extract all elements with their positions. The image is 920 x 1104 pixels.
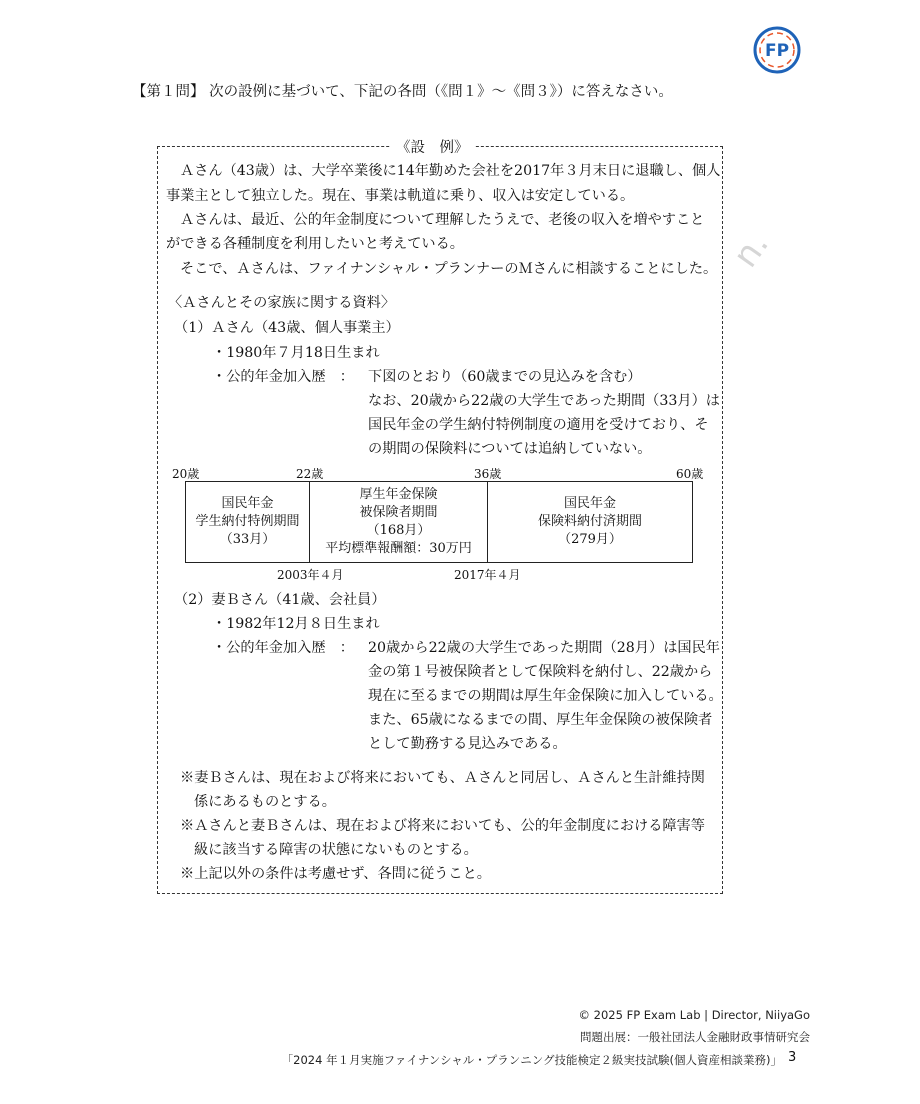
note-line: 係にあるものとする。 [194,794,336,810]
segment-text: 学生納付特例期間 [195,514,300,529]
person-a-birth: ・1980年７月18日生まれ [212,345,380,361]
segment-text: 厚生年金保険 [359,487,438,502]
intro-line: ができる各種制度を利用したいと考えている。 [166,236,464,252]
person-a-pension-text: の期間の保険料については追納していない。 [368,441,652,457]
footer-copyright: © 2025 FP Exam Lab | Director, NiiyaGo [578,1008,810,1022]
segment-text: 平均標準報酬額：30万円 [325,541,472,556]
segment-text: 被保険者期間 [359,505,438,520]
intro-line: そこで、Ａさんは、ファイナンシャル・プランナーのＭさんに相談することにした。 [180,261,718,277]
date-label: 2017年４月 [454,568,521,582]
person-b-pension-text: として勤務する見込みである。 [368,736,567,752]
materials-heading: 〈Ａさんとその家族に関する資料〉 [168,295,396,311]
person-b-pension-label: ・公的年金加入歴 ： [212,640,354,656]
footer-exam: 「2024 年１月実施ファイナンシャル・プランニング技能検定２級実技試験(個人資産相談業務)」 [281,1053,782,1067]
intro-line: Ａさん（43歳）は、大学卒業後に14年勤めた会社を2017年３月末日に退職し、個人 [180,163,721,179]
note-line: ※上記以外の条件は考慮せず、各問に従うこと。 [180,866,491,882]
person-b-pension-text: 金の第１号被保険者として保険料を納付し、22歳から [368,664,713,680]
person-a-heading: （1）Ａさん（43歳、個人事業主） [174,320,400,336]
segment-text: 国民年金 [563,496,616,511]
age-label: 22歳 [296,467,324,481]
segment-text: （279月） [558,532,622,547]
person-a-pension-label: ・公的年金加入歴 ： [212,369,354,385]
segment-text: 保険料納付済期間 [537,514,642,529]
age-label: 60歳 [676,467,704,481]
segment-text: （168月） [366,523,431,538]
person-a-pension-text: 下図のとおり（60歳までの見込みを含む） [368,369,642,385]
svg-text:FP: FP [764,41,790,61]
person-b-heading: （2）妻Ｂさん（41歳、会社員） [174,592,386,608]
date-label: 2003年４月 [277,568,344,582]
segment-text: 国民年金 [221,496,274,511]
note-line: ※妻Ｂさんは、現在および将来においても、Ａさんと同居し、Ａさんと生計維持関 [180,770,705,786]
timeline-segment-employee [310,482,488,562]
page-number: 3 [788,1050,797,1065]
person-b-pension-text: また、65歳になるまでの間、厚生年金保険の被保険者 [368,712,713,728]
fp-logo-icon [752,25,802,75]
person-b-pension-text: 20歳から22歳の大学生であった期間（28月）は国民年 [368,640,720,656]
segment-text: （33月） [219,532,276,547]
age-label: 20歳 [172,467,200,481]
pension-timeline [185,481,693,563]
case-box-title: 《設 例》 [390,136,475,157]
note-line: 級に該当する障害の状態にないものとする。 [194,842,478,858]
intro-line: Ａさんは、最近、公的年金制度について理解したうえで、老後の収入を増やすこと [180,212,705,228]
person-b-birth: ・1982年12月８日生まれ [212,616,380,632]
footer-source: 問題出展：一般社団法人金融財政事情研究会 [580,1030,810,1044]
watermark-fragment: n. [725,225,777,275]
person-b-pension-text: 現在に至るまでの期間は厚生年金保険に加入している。 [368,688,723,704]
age-label: 36歳 [474,467,502,481]
timeline-segment-national [488,482,692,562]
person-a-pension-text: 国民年金の学生納付特例制度の適用を受けており、そ [368,417,709,433]
person-a-pension-text: なお、20歳から22歳の大学生であった期間（33月）は [368,393,720,409]
question-instruction: 【第１問】 次の設例に基づいて、下記の各問（《問１》～《問３》）に答えなさい。 [132,84,673,100]
intro-line: 事業主として独立した。現在、事業は軌道に乗り、収入は安定している。 [166,188,635,204]
timeline-segment-student [186,482,310,562]
note-line: ※Ａさんと妻Ｂさんは、現在および将来においても、公的年金制度における障害等 [180,818,705,834]
